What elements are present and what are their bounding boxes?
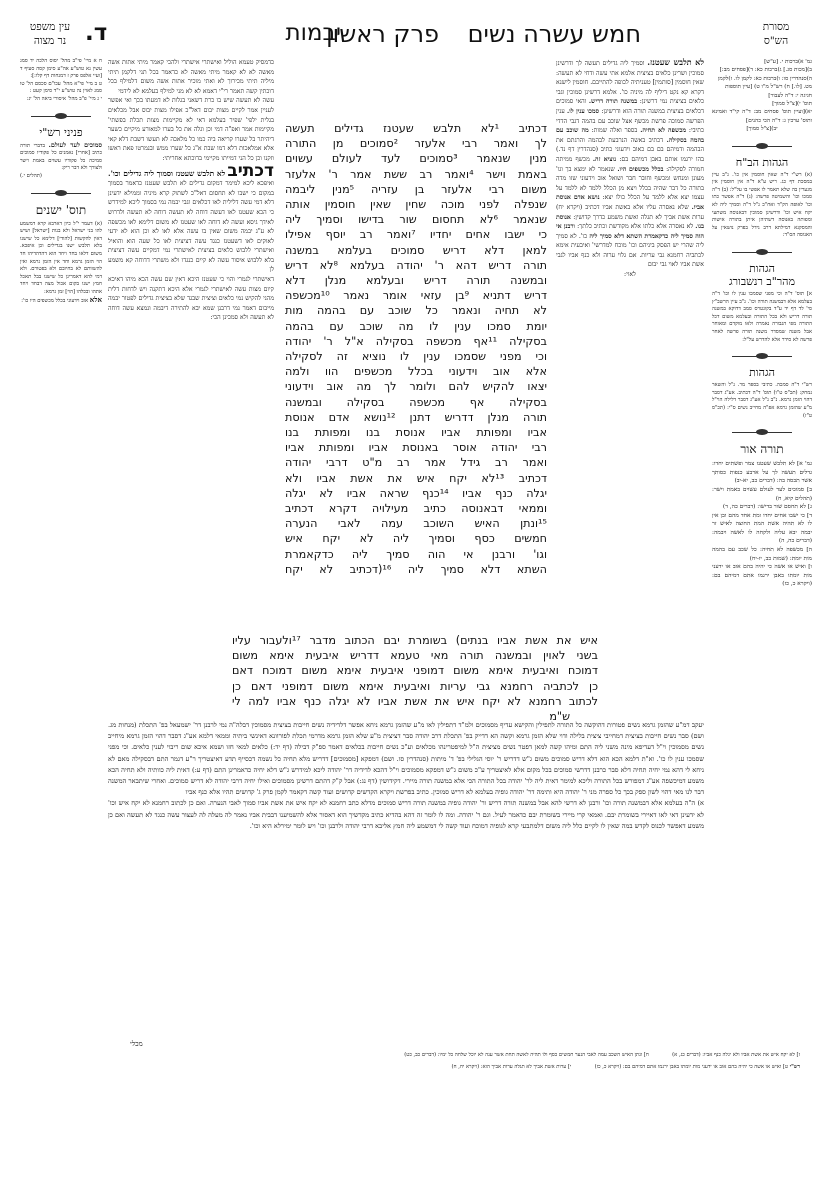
penei-rashi-title: פניני רש"י [39, 125, 83, 139]
rashi-text: ענין הפרשה סמוכה פרשת מכשף אצל שוכב עם בהמה דגבי הדדי כתיבי: [556, 107, 704, 135]
bottom-commentary-gloss: א) ה"ה בעלמא אלא דבמשנה תורה וכו' ורבנן לא דרשי להא אבל במשנה תורה דריש ור' יהודה גופיה במשנה תורה דריש סמוכים מדלא כתב רחמנא לא יקח איש את אשת אביו סמוך לאבי הנערה. ואם כן לכתוב רחמנא לא יקח איש וכו' לא ידעינן דאי לאו דאיירי בשומרת יבם. ואמאי קרי מיירי בשומרת יבם כדאמר לעיל. וגם ר' יהודה. ומה לו לומר זה דהא בהדיא כתיב מקדשיך הוא דאסור אלא להשמיענו דבבית אביו נאמר לה מעלה לה לעצור עשה כנגד לא תעשה ואם כן משמע דאפשר לכנוס לקדש במה שאין לו לקיים כלל ליה משום דלמתבעי קרא לגופיה דמוכח ועוד קשה לי דמשמע ליה חמץ אליבא דרבי יהודה ולרבנן וכו' ויש לומר ימירלא היא וכו'. [108, 799, 704, 830]
tosafot-continuation: דאישתרי לגמרי והוי כי שעטנז היכא דאין שם עשה הכא מיהו דאיכא קיום מצות עשה לאישתרי לגמרי אלא היכא דתקנה ויש לדחות דלית מהני להקיש נמי כלאים וציצית שבגד שלא בציצית גדילים לפטור יבמה מייבום דאמר נמי דרבנן שמא יבא להתירה דיבמה ונמצא עשה דוחה לא תעשה ולא סמכינן הכי: [108, 276, 274, 322]
gemara-line: וכי מפני שסמכו ענין לו נוציא זה לסקילה [285, 350, 547, 364]
rashi-dibbur: נוציא זה. [592, 155, 617, 163]
rashi-text: לא נאסרה אלא כלתו אלא מקודשת וכתיב כלתך: [577, 223, 694, 231]
rashi-dibbur: סמכו ענין לו. [567, 107, 600, 115]
gemara-line: בסקילה אף מכשפה בסקילה ובמשנה [285, 395, 547, 409]
ornament-divider [31, 112, 91, 120]
ornament-divider [31, 189, 91, 197]
footer-verse: י] ערות אשת אביך לא תגלה ערות אביך הוא: (ויקרא יח, ח) [451, 1064, 572, 1070]
ein-mishpat-entry: ט ב מיי' פי"א מהל' עכו"ם סכסם הל' טו סמג לאוין נה טוש"ע י"ד סימן קעט : [20, 80, 102, 95]
ornament-divider [732, 428, 792, 436]
footer-verse: ז] לא יקח איש את אשת אביו ולא יגלה כנף אביו: (דברים כג, א) [672, 1052, 800, 1058]
rashi-text: בספר ואלה שמות: [591, 127, 638, 135]
bottom-commentary [108, 720, 704, 1040]
tosafot-dibbur-hamatchil: לא תלבש שעטנז וסמוך ליה גדילים וכו'. [108, 168, 226, 178]
bottom-commentary-text: יעקב דמ"ע שהזמן גרמא נשים פטורות דהוקשה כל התורה לתפילין והקישא עדיף מסמוכים ולמ"ד דתפילין לאו מ"ע שהזמן גרמא ניחא אפשר דלדידיה נשים חייבות בציצית מסמוכין דבלה"ה נמי לרבנן דר' ישמעאל בפ' התכלת (מנחות מג. ושם) סבר נשים חייבות בציצית דמחייבי ציצית בלילה ודוי שלא הזמן גרמא וקשה הא דדייק בפ' התכלת דרב יהודה סבר דציצית מ"ע שלא הזמן גרמא מדרמי תכלת לפורוונא דאינשי ביתיה וממאי דלמא אע"ג דסבר דהוי הזמן גרמא מיחייב נשים מסמוכין וי"ל דעדיפא מינה משני ליה התם ומיהו קשה למאן דפטר נשים מציצית ה"ל למיפטרינהו מכלאים וע"כ נשים חייבות בכלאים דאמר ספ"ק דבילה (דף יד:) כלאים למאי חזו ושמא איכא שום ריבוי לענין כלאים. וכי מפני שסמכו ענין לו כו'. וא"ת דלמא הכא הוא דלא דריש סמוכים משום ג"ש דדריש ר' יוסי הגלילי בפ' ד' מיתות (סנהדרין סו. ושם) דמפקא [מסמוכים] דדריש מלא תחיה כל נשמה דכסייף תדע דאיצטריך ר"ע דגמר התם דבסקילה מאם לא ניחא לי דהא נמי יחיה תחיה דלא סבר כרבנן דדרשי סמוכים בכל מקום אלא לאיצטריך ע"כ משום ג"ש דמפקא מסמוכים וי"ל דהכא לדידיה דר' יהודה ליכא למידרש ג"ש דלא יחיה כדאמרינן התם (דף ע:) דאית ליה כוותיה ולא תחיה הכא משמע דמיכשפה אע"ג דמפורש בכל התורה וליכא למימר דאית ליה לר' יהודה בכל התורה הכי אלא במשנה תורה מיירי. דקידושין (דף נג:) אבל ק"ק דהתם דרשינן מסמוכים ואילו יחיה דרבי יהודה לא דריש סמוכים. ואחרי שיתבאר המשנה דבר לנו מאי דהוי לשון ספק בכך כל ספרה מני ר' יהודה היא ותימה דר' יהודה גופיה בעלמא לא דריש סמוכין. כתיב בפרשת ויקרא הקדשים קדושים ועוד קשה דקאמר לקמן פרק ג' קדושים תהיו אלא כנף אביו [108, 721, 704, 797]
rashi-dibbur: לא תלבש שעטנז. [647, 58, 704, 67]
gemara-line: לכתוב רחמנא לא יקח איש את אשת אביו לא יגלה כנף אביו למה לי [232, 694, 598, 708]
footer-row-1 [100, 1052, 800, 1060]
masoret-label-2: הש"ס [763, 35, 789, 48]
hagahot-bach-text: (א) רש"י ד"ה שאין חוסמין אין כו'. נ"ב עיין במסכת דף כג. ריש ע"א ד"ה אין חוסמין אין מגערין בה שלא תאמר לו אפשי בו על"ל: (ב) ד"ה סמכו וכו' והשמיטה פרשה: (ג) ד"ה אפשר כתו וכו' לאופה הק"ד ואח"כ נ"ל ד"ה וסמיך ליה לא יקח איש וכו' ודרשינן סמוכין דבאנוסה משתעי ומפותה באנוסה דשתיהן איתן בתורה אישות והמסקנא דמילתא דרב גידל בפרק נושאין על האנוסה הס"ד: [712, 171, 812, 239]
tractate-order-title: חמש עשרה נשים [467, 20, 641, 48]
tosafot-dibbur-lead: דכתיב [227, 160, 274, 181]
footer-verse: ח] ונתן האיש השכב עמה לאבי הנער חמשים כסף ולו תהיה לאשה תחת אשר ענה לא יוכל שלחה כל ימיו: (דברים כב, כט) [404, 1052, 649, 1058]
rashi-text: שנאמר לא ימצא בך וגו' מעונן ומנחש ומכשף וחובר חבר ושואל אוב וידעוני שזו מדה בתורה כל דבר שהיה בכלל ויצא מן הכלל ללמד לא ללמד על עצמו יצא אלא ללמד על הכלל כולו יצא: [556, 165, 704, 202]
masoret-entry: יא)[ועיין תוס' פסחים מב: ד"ה קי"ד ואמינא ותוס' ערכין ג: ד"ה הכי כהנים] [712, 109, 812, 124]
ein-mishpat-entry: ח א מיי' פי"ב מהל' יסוס הלכה יד סמג עשין נא טוש"ע אה"ע סימן קסה סעיף ד [ועיי אלפס פרק ז דמנחות דף קלו:]: [20, 58, 102, 80]
gemara-line: רבי יהודה אוסר באנוסת אביו ומפותת אביו [285, 441, 547, 455]
chapter-title: פרק ראשון [326, 20, 439, 48]
tractate-title: יבמות [285, 20, 341, 46]
masoret-entry: גמ' א)ברכות י. [ע"ש] [764, 59, 812, 65]
gemara-line: כן לכתביה רחמנא גבי עריות ואיבעית אימא משום דמופני דאם כן [232, 679, 598, 693]
rashi-column [556, 58, 704, 628]
torah-or-entry: ו] ואיש או אשה כי יהיה בהם אוב או ידעני מות יומתו באבן ירגמו אתם דמיהם בם: (ויקרא כ, כז) [712, 564, 812, 588]
masoret-entry: יב)[צ"ל סמוך] [746, 126, 778, 133]
rashi-text: דכתיב באשה הנרבעת לבהמה והרגתם את הבהמה ודמיהם בם בם כאוב וידעוני כתיב (סנהדרין דף נד.) בהו ירגמו אותם באבן דמיהם בם: [556, 136, 704, 163]
ein-mishpat-header [20, 20, 80, 48]
right-margin [712, 58, 812, 1058]
rashi-text-end: לאוי: [624, 271, 636, 279]
hagahot-3-title: הגהות [749, 366, 775, 380]
penei-rashi-text: בדברי תורה כתיב [אחרי] נאמנים כל פקודיו סמוכים סמיכה כל פקודיו עשוים באמת וישר ולצורך ולא דבר ריק: [20, 142, 102, 172]
gemara-line: באמת וישר ⁴ואמר רב ששת אמר ר' אלעזר [285, 167, 547, 181]
footer-row-2 [100, 1064, 800, 1072]
penei-rashi-lead: סמוכים לעד לעולם. [48, 140, 102, 149]
gemara-line: כי ישבו אחים יחדיו ⁷ואמר רב יוסף אפילו [285, 228, 547, 242]
gemara-text [285, 121, 547, 577]
rashi-dibbur: מכשפה לא תחיה. [640, 127, 687, 135]
ein-mishpat-label: עין משפט [29, 21, 71, 33]
rashi-dibbur: נושא אדם אנוסת אביו. [556, 194, 704, 211]
rashi-dibbur: במשנה תורה דריש. [588, 98, 638, 106]
gemara-line: השתא דלא סמיך ליה ¹⁶(דכתיב לא יקח [285, 562, 547, 576]
folio-number: ד. [85, 20, 108, 46]
gemara-line: למאן דלא דריש סמוכים בעלמא במשנה [285, 243, 547, 257]
tosafot-yeshanim-text: (א) דעמר י"ל כיון דארבא קרא דמשמע להו בני ישראל ולא בנות [ישראל] ושיש דאין להקשות [להודי] דלימא כל שישנו בלא תלבש ישנו בגדילים וכן איפכא. משום דלאו בחד ויחד הוא דהדהדיהו חד הוי הזמן גרמא וחד אין הזמן גרמא ואין להשוותם לא בחיובם ולא בפטורם. ולא דמי להא דאמרינן כל שישנו בבל תאכל חמץ ישנו בקום אכול מצה דבחד ויחד אתהו ובכלהו [הוי] זמן גרמא: [20, 220, 102, 295]
hagahot-title: הגהות [749, 262, 775, 275]
tosafot-column [108, 58, 274, 716]
gemara-line: יצאו להקיש להם ולומר לך מה אוב וידעוני [285, 380, 547, 394]
ornament-divider [732, 352, 792, 360]
gemara-line: שנאמר ⁶לא תחסום שור בדישו וסמיך ליה [285, 213, 547, 227]
hagahot-bach-title: הגהות הב"ח [735, 155, 789, 169]
masoret-entry: חגיגה י: ד"ה לעבור] [768, 92, 812, 99]
gemara-line: דכתיב ¹לא תלבש שעטנז גדילים תעשה [285, 122, 547, 135]
rashi-dibbur: ורבנן אי הוה סמיך ליה כדקאמרת השתא דלא סמיך ליה [556, 223, 704, 240]
ein-mishpat-entry: י ג מיי' פ"ב מהל' איסורי ביאה הל' יג: [26, 95, 102, 102]
rashi-text: וסמיך ליה גדילים תעשה לך ודרשינן סמוכין ושרינן כלאים בציצית אלמא אתי עשה ודחי לא תעשה: שאין חוסמין [סותמין] טעניתיה לכופה להתייבם. חוסמין לישנא דקרא קא נקט דיליף לה מיניה [556, 60, 704, 96]
rashi-dibbur: מה שוכב עם בהמה בסקילה. [556, 127, 704, 144]
rashi-text: והאי סמוכים דכלאים בציצית במשנה תורה הוא ודרשינן: [556, 98, 704, 115]
tosafot-yeshanim-text-2: אוב וידעוני בכלל מכשפים היו כו': [21, 298, 89, 305]
hagahot-3-text: רש"י ד"ה סמכה. כתיבי בספר מר. נ"ל והשאר נמחק: (תכ"ס ט"ו) תוס' ד"ה דכתיב. אע"ג דסבר דהוי הזמן גרמא. נ"ב נ"ל אע"ג דסבר דלילה הוי"ל מ"ע שהזמן גרמא אפ"ה מחייב נשים ס"י: (תכ"ס ט"ז) [712, 382, 812, 419]
gemara-line: וממאי דבאנוסה כתיב מעילויה דקרא דכתיב [285, 502, 547, 516]
masoret-entry: תוס' י)[צ"ל סמוך] [772, 101, 812, 108]
masoret-hashas-header [746, 20, 806, 48]
ornament-divider [732, 248, 792, 256]
gemara-line: ואמר רב גידל אמר רב מ"ט דרבי יהודה [285, 456, 547, 470]
footer-verse: ט] ואיש או אשה כי יהיה בהם אוב או ידעני מות יומתו באבן ירגמו אתם דמיהם בם: (ויקרא כ, כז) [594, 1064, 789, 1070]
footer-label: מכלי [130, 1040, 143, 1048]
tosafot-dibbur-text: ואיפכא ליכא למימר דמקום גדילים לא תלבש שעטנז כדאמר בסמוך במקום כי ישבו לא תחסום דאל"כ לשתוק קרא מיניה וממילא ידעינן דלא דמי עשה דלילית לאו דכלאים וגבי יבמה נמי בסמוך ליכא למידרש כי הכא שעטנז לאו דעשה דוחה לא תעשה דוחה לא תעשה ולדרוש לאידך גיסא ועשה לא דוחה לאו שעטנז לא משום דלימא לאו מכשפה לא ע"ג יבמה משום שאין בו עשה אלא לאו לא וכן הוא לא ידעי לאוקים לאו דשעטנז כנגד עשה דציצית לאו כל שעה הוא והואיל ואישתרי ללבוש כלאים בציצית לאישתרי נמי דמקיים עשה דציצית בלא ללבוש איסור עשה לא קיים כנגדו ולא משתרי דדוחה קא משמע לן [108, 180, 274, 274]
masoret-entry: מט. [לו.] ח) רש"ל מ"ו ט) [עיין תוספות [725, 84, 812, 91]
penei-rashi-source: (תהלים י.) [20, 172, 42, 179]
gemara-line: בשני לאוין ובמשנה תורה מאי טעמא דדריש איבעית אימא משום [232, 649, 598, 663]
gemara-line: איש את אשת אביו בנתים) בשומרת יבם הכתוב מדבר ¹⁷ולעבור עליו [232, 634, 598, 647]
ner-mitzvah-label: נר מצוה [33, 35, 67, 48]
hagahot-maharav-text: א] תוס' ד"ה וכי מפני שסמכו ענין לו וכו' ד"ה בעלמא אלא דבמשנה תורה וכו'. נ"ב עיין הרשב"ץ סי' לד דף יד ע"ד בקונטרס סמב דדוקא במשנה תורה דריש ולא בכל התורה ובעלמא משום דכל התורה מפי הגבורה נאמרה ולאו מוקדם ומאוחר אבל משנה שמסדר משנה תורה פרשה לאחר פרשה לא סידר אלא להדרש על"ל: [712, 291, 812, 343]
tosafot-yeshanim-lead: אלא [89, 295, 102, 305]
torah-or-entry: ג] לא תחסם שור בדישו: (דברים כה, ד) [722, 504, 812, 511]
gemara-line: תורה מנלן דדריש דתנן ¹²נושא אדם אנוסת [285, 410, 547, 424]
gemara-line: לך ואמר רבי אלעזר ²סמוכים מן התורה [285, 137, 547, 151]
gemara-wide-text [232, 633, 598, 724]
gemara-line: משום רבי אלעזר בן עזריה ⁵מנין ליבמה [285, 182, 548, 196]
gemara-last-line: ש"מ [549, 710, 570, 724]
gemara-line: בסקילה ¹¹אף מכשפה בסקילה א"ל ר' יהודה [285, 334, 547, 348]
torah-or-entry: ה] מכשפה לא תחיה: כל שכב עם בהמה מות יומת: (שמות כב, יז-יח) [712, 547, 812, 562]
torah-or-entry: גמ' א] לא תלבש שעטנז צמר ופשתים יחדו: גדלים תעשה לך על ארבע כנפות כסותך אשר תכסה בה: (דברים כב, יא-יב) [712, 461, 812, 485]
gemara-line: חמשים כסף וסמיך ליה לא יקח איש [285, 532, 547, 546]
gemara-line: אביו ומפותת אביו אנוסת בנו ומפותת בנו [285, 426, 547, 440]
gemara-line: תורה דריש דהא ר' יהודה בעלמא ⁸לא דריש [285, 258, 547, 272]
maharav-title: מהר"ב רנשבורג [728, 275, 796, 288]
gemara-line: יגלה כנף אביו ¹⁴כנף שראה אביו לא יגלה [285, 486, 547, 500]
ornament-divider [732, 142, 792, 150]
rashi-text: מכשף ממיתה חמורה לסקילה: [556, 155, 704, 173]
gemara-line: יומת סמכו ענין לו מה שוכב עם בהמה [285, 319, 547, 333]
torah-or-entry: ב] סמוכים לעד לעולם עשוים באמת וישר: (תהלים קיא, ח) [712, 486, 812, 502]
rashi-text: שלא נאסרה עליו אלא באשת אביו דכתיב (ויקרא יח) ערות אשת אביך לא תגלה ואשת משמע כדרך קדושין: [556, 203, 704, 221]
gemara-line: דמוכח ואיבעית אימא משום דמופני איבעית אימא משום דמוכח דאם [232, 664, 598, 678]
torah-or-title: תורה אור [740, 442, 784, 457]
gemara-line: אלא אוב וידעוני בכלל מכשפים הוו ולמה [285, 365, 547, 379]
gemara-line: ¹⁵ונתן האיש השוכב עמה לאבי הנערה [285, 517, 547, 531]
gemara-line: שנפלה לפני מוכה שחין שאין חוסמין אותה [285, 198, 547, 212]
gemara-line: דכתיב ¹³לא יקח איש את אשת אביו ולא [285, 471, 547, 485]
rashi-dibbur: בכלל מכשפים היו. [617, 165, 664, 173]
tosafot-body: עשה לא תעשה שיש בו כרת דשאני בגלות לא דמעתו בכך ואי אפשר לעניין אמר לקיים מצות יבום דאל"כ אפילו מצות יבוס אבל מכלאים בגלית ילפי' שפיר בעלמא דאי לא מקיימות מצות תכלת בפשתי' מקיימות אמר ואפ"ה דמי וכן וגלה את כל בערו למאורע מיקיים כשער דיהיתר בל שערו קריאה ביה כמו כל מלאכה לא תעשו דשבת דלא קאי אלא אמלאכות דלא דמו שבת א"נ כל שערו ממש ובנמרטו פאת ראשו וזקנו וכן כל הני דמייתו מקיימי בדוכתא אחריתי: [108, 97, 274, 162]
left-margin [20, 58, 102, 408]
rashi-text: כו'. אלמא דרשינן סמוכין וגבי כלאים בציצית נמי דרשינן: [556, 88, 704, 106]
rashi-dibbur: אנוסת בנו. [556, 213, 704, 231]
footer-rashi-label: רש"י [789, 1064, 800, 1070]
masoret-label-1: מסורת [762, 21, 790, 33]
gemara-line: דריש דתניא ⁹בן עזאי אומר נאמר ¹⁰מכשפה [285, 289, 547, 303]
gemara-line: וגו' ורבנן אי הוה סמיך ליה כדקאמרת [285, 547, 547, 561]
torah-or-entry: ד] כי ישבו אחים יחדו ומת אחד מהם ובן אין לו לא תהיה אשת המת החוצה לאיש זר יבמה יבא עליה ולקחה לו לאשה ויבמה: (דברים כה, ה) [712, 512, 812, 545]
gemara-line: מנין שנאמר ³סמוכים לעד לעולם עשוים [285, 152, 547, 166]
masoret-entry: ה)סנהדרין סו: ו)ברכות כא: לקמן לו. ז)לקמן [718, 75, 812, 82]
masoret-entry: ב)[מכות סג.] ג)ברכות כא: ד)[פסחים מב:] [719, 67, 812, 74]
gemara-line: לא תחיה ונאמר כל שוכב עם בהמה מות [285, 304, 547, 318]
gemara-line: ובמשנה תורה דריש ובעלמא מנלן דלא [285, 274, 547, 288]
rashi-text: כו'. לא סמיך ליה שהרי יש הפסק ביניהם וכו' מוכח למדרשי' ואיבעית אימא לכתביה רחמנא גבי עריות. אם גלוי ערוה ולא כנף אביו לגבי אשת אביו לאוי גבי יבום [556, 232, 704, 269]
tosafot-opening: כדמסיק טעמא הוליל ואישתרי אישתרי ולהכי קאמר מיתי אתות אשה מאשה לא לא קאמר מיתי מאשה לא כדאמר בכל תני דלקמן תיתי מיליה תיתי מכירוך לא ואתי מוכיר אתות אשה משום דלמילף בכל דוכתין קשה תאמר רי"י דאמא לא לא מני למילף בעלמא לא לידמי [108, 59, 274, 95]
tosafot-yeshanim-title: תוס' ישנים [35, 202, 87, 217]
